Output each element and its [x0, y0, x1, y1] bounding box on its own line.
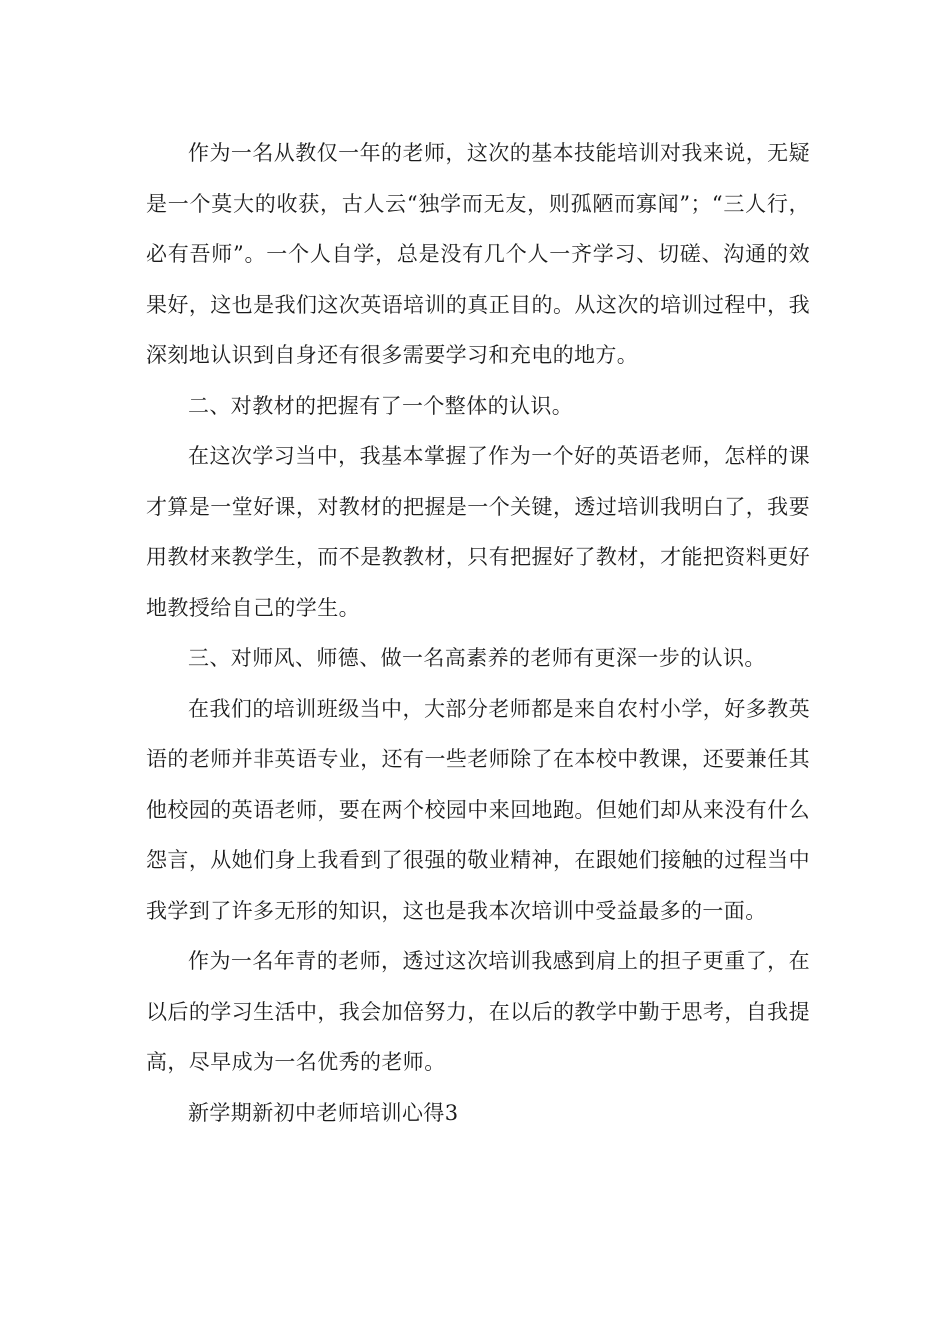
paragraph-teachers: 在我们的培训班级当中，大部分老师都是来自农村小学，好多教英语的老师并非英语专业，还有一些老师除了在本校中教课，还要兼任其他校园的英语老师，要在两个校园中来回地跑。但她们却从来没有什么怨言，从她们身上我看到了很强的敬业精神，在跟她们接触的过程当中我学到了许多无形的知识，这也是我本次培训中受益最多的一面。	[146, 696, 810, 923]
paragraph-intro: 作为一名从教仅一年的老师，这次的基本技能培训对我来说，无疑是一个莫大的收获，古人云“独学而无友，则孤陋而寡闻”；“三人行，必有吾师”。一个人自学，总是没有几个人一齐学习、切磋、沟通的效果好，这也是我们这次英语培训的真正目的。从这次的培训过程中，我深刻地认识到自身还有很多需要学习和充电的地方。	[146, 141, 810, 367]
next-article-title: 新学期新初中老师培训心得3	[188, 1100, 459, 1125]
section-heading-three: 三、对师风、师德、做一名高素养的老师有更深一步的认识。	[188, 646, 766, 670]
document-body	[146, 128, 810, 1138]
paragraph-textbook: 在这次学习当中，我基本掌握了作为一个好的英语老师，怎样的课才算是一堂好课，对教材的把握是一个关键，透过培训我明白了，我要用教材来教学生，而不是教教材，只有把握好了教材，才能把资料更好地教授给自己的学生。	[146, 444, 810, 620]
section-heading-two: 二、对教材的把握有了一个整体的认识。	[188, 393, 574, 418]
paragraph-conclusion: 作为一名年青的老师，透过这次培训我感到肩上的担子更重了，在以后的学习生活中，我会加倍努力，在以后的教学中勤于思考，自我提高，尽早成为一名优秀的老师。	[146, 949, 810, 1074]
